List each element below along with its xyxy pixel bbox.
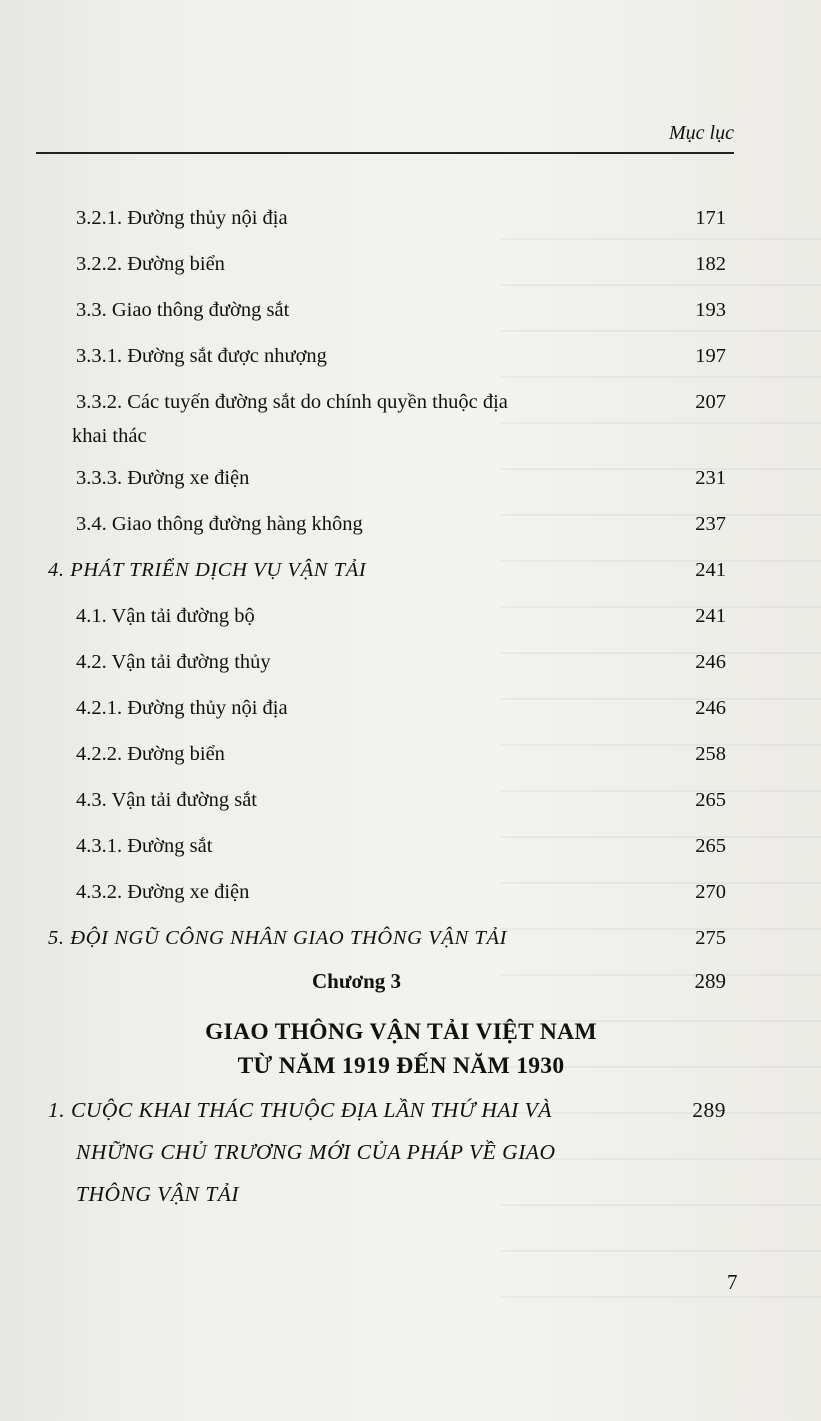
toc-entry — [76, 731, 726, 777]
toc-entry-page: 246 — [695, 697, 726, 719]
toc-section — [48, 547, 726, 593]
toc-entry — [76, 241, 726, 287]
toc-entry-page: 237 — [695, 513, 726, 535]
chapter-heading — [76, 961, 726, 1011]
toc-section-multiline — [48, 1089, 726, 1215]
toc-entry-page: 270 — [695, 881, 726, 903]
chapter-title-line1: GIAO THÔNG VẬN TẢI VIỆT NAM — [205, 1019, 597, 1045]
toc-entry-label: 4.3. Vận tải đường sắt — [76, 789, 257, 811]
toc-section — [48, 915, 726, 961]
toc-entry — [76, 685, 726, 731]
toc-entry-page: 241 — [695, 605, 726, 627]
toc-entry-page: 231 — [695, 467, 726, 489]
toc-entry-label: 3.2.2. Đường biển — [76, 253, 225, 275]
toc-entry — [76, 593, 726, 639]
toc-entry-label: 4.3.2. Đường xe điện — [76, 881, 250, 903]
chapter-label: Chương 3 — [312, 969, 402, 993]
toc-entry-label: 3.3.1. Đường sắt được nhượng — [76, 345, 327, 367]
toc-section-label-line3: THÔNG VẬN TẢI — [76, 1182, 239, 1206]
toc-entry-page: 258 — [695, 743, 726, 765]
toc-entry-label: 3.3. Giao thông đường sắt — [76, 299, 290, 321]
chapter-page: 289 — [694, 969, 726, 993]
toc-entry — [76, 639, 726, 685]
toc-entry-label: 4.1. Vận tải đường bộ — [76, 605, 255, 627]
toc-entry-label: 3.3.3. Đường xe điện — [76, 467, 250, 489]
toc-entry — [76, 455, 726, 501]
toc-entry-multiline — [72, 379, 726, 455]
toc-section-page: 241 — [695, 559, 726, 581]
toc-entry-page: 246 — [695, 651, 726, 673]
running-header — [36, 118, 734, 154]
toc-entry-label: 4.2.2. Đường biển — [76, 743, 225, 765]
table-of-contents — [48, 195, 726, 1215]
toc-entry — [76, 501, 726, 547]
toc-entry-page: 197 — [695, 345, 726, 367]
toc-entry-label-line2: khai thác — [72, 425, 147, 447]
toc-section-label-line2: NHỮNG CHỦ TRƯƠNG MỚI CỦA PHÁP VỀ GIAO — [76, 1140, 556, 1164]
toc-entry — [76, 777, 726, 823]
toc-entry-page: 171 — [695, 207, 726, 229]
toc-entry-label: 4.3.1. Đường sắt — [76, 835, 213, 857]
toc-entry-page: 207 — [695, 391, 726, 413]
header-title: Mục lục — [669, 122, 734, 144]
toc-entry — [76, 869, 726, 915]
toc-entry — [76, 287, 726, 333]
toc-entry-label: 4.2.1. Đường thủy nội địa — [76, 697, 288, 719]
toc-section-label: 4. PHÁT TRIỂN DỊCH VỤ VẬN TẢI — [48, 559, 367, 581]
toc-entry-label: 3.2.1. Đường thủy nội địa — [76, 207, 288, 229]
toc-entry — [76, 823, 726, 869]
toc-entry-label: 4.2. Vận tải đường thủy — [76, 651, 271, 673]
chapter-title — [76, 1015, 726, 1083]
toc-section-label-line1: 1. CUỘC KHAI THÁC THUỘC ĐỊA LẦN THỨ HAI VÀ — [48, 1098, 552, 1122]
toc-entry-page: 193 — [695, 299, 726, 321]
toc-entry-page: 265 — [695, 835, 726, 857]
toc-entry-label-line1: 3.3.2. Các tuyến đường sắt do chính quyền thuộc địa — [76, 391, 508, 413]
toc-entry-page: 182 — [695, 253, 726, 275]
toc-section-page: 275 — [695, 927, 726, 949]
chapter-title-line2: TỪ NĂM 1919 ĐẾN NĂM 1930 — [237, 1053, 565, 1079]
toc-entry-page: 265 — [695, 789, 726, 811]
toc-entry — [76, 195, 726, 241]
page-number: 7 — [727, 1270, 738, 1294]
toc-entry-label: 3.4. Giao thông đường hàng không — [76, 513, 363, 535]
toc-section-page: 289 — [692, 1098, 726, 1122]
toc-entry — [76, 333, 726, 379]
toc-section-label: 5. ĐỘI NGŨ CÔNG NHÂN GIAO THÔNG VẬN TẢI — [48, 927, 508, 949]
